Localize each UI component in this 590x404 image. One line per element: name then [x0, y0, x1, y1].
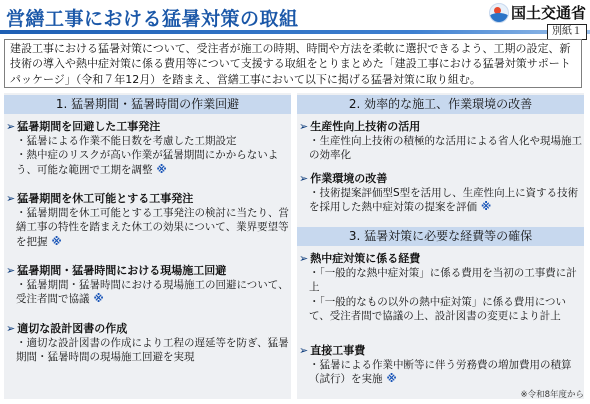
item-title: ➢ 生産性向上技術の活用	[299, 120, 421, 133]
section-heading-1: 1. 猛暑期間・猛暑時間の作業回避	[4, 95, 291, 114]
item-body: ・技術提案評価型S型を活用し、生産性向上に資する技術を採用した熱中症対策の提案を評価 ※	[309, 187, 579, 214]
reference-mark: ※	[386, 373, 397, 386]
item-body: ・適切な設計図書の作成により工程の遅延等を防ぎ、猛暑期間・猛暑時間の現場施工回避を実現	[16, 337, 289, 364]
mlit-emblem-icon	[489, 3, 509, 23]
list-item	[297, 251, 582, 324]
item-body: ・猛暑期間を休工可能とする工事発注の検討に当たり、営繕工事の特性を踏まえた休工の効果について、業界要望等を把握 ※	[16, 207, 289, 248]
list-item	[297, 171, 582, 215]
item-body: ・猛暑期間・猛暑時間における現場施工の回避について、受注者間で協議 ※	[16, 279, 289, 306]
ministry-logo	[489, 2, 587, 24]
ministry-name: 国土交通省	[511, 4, 587, 22]
section-heading-2: 2. 効率的な施工、作業環境の改善	[297, 95, 584, 114]
right-column	[297, 93, 584, 399]
attachment-label: 別紙１	[547, 24, 587, 40]
item-title: ➢ 猛暑期間を回避した工事発注	[6, 120, 161, 133]
list-item	[4, 321, 289, 365]
reference-mark: ※	[51, 235, 62, 248]
list-item	[297, 343, 582, 387]
item-title: ➢ 直接工事費	[299, 344, 366, 357]
list-item	[297, 119, 582, 163]
section-heading-3: 3. 猛暑対策に必要な経費等の確保	[297, 227, 584, 246]
item-body: ・「一般的な熱中症対策」に係る費用を当初の工事費に計上 ・「一般的なもの以外の熱中症対策」に係る費用について、受注者間で協議の上、設計図書の変更により計上	[309, 267, 577, 323]
item-title: ➢ 熱中症対策に係る経費	[299, 252, 421, 265]
list-item	[4, 191, 289, 249]
reference-mark: ※	[93, 293, 104, 306]
list-item	[4, 119, 289, 177]
item-title: ➢ 作業環境の改善	[299, 172, 388, 185]
reference-mark: ※	[156, 163, 167, 176]
intro-box: 建設工事における猛暑対策について、受注者が施工の時期、時間や方法を柔軟に選択できるよう、工期の設定、新技術の導入や熱中症対策に係る費用等について支援する取組をとりまとめた「建設工事における猛暑対策サポートパッケージ」（令和７年12月）を踏まえ、営繕工事において以下に掲げる猛暑対策に取り組む。	[4, 39, 582, 88]
item-body: ・猛暑による作業不能日数を考慮した工期設定 ・熱中症のリスクが高い作業が猛暑期間にかからないよう、可能な範囲で工期を調整 ※	[16, 135, 279, 176]
item-title: ➢ 適切な設計図書の作成	[6, 322, 128, 335]
item-body: ・生産性向上技術の積極的な活用による省人化や現場施工の効率化	[309, 135, 582, 162]
list-item	[4, 263, 289, 307]
left-column	[4, 93, 291, 399]
page-title: 営繕工事における猛暑対策の取組	[6, 8, 299, 30]
footnote: ※令和8年度から	[520, 390, 584, 400]
item-body: ・猛暑による作業中断等に伴う労務費の増加費用の積算（試行）を実施 ※	[309, 359, 572, 386]
item-title: ➢ 猛暑期間・猛暑時間における現場施工回避	[6, 264, 227, 277]
reference-mark: ※	[481, 201, 492, 214]
title-underline	[0, 30, 590, 34]
item-title: ➢ 猛暑期間を休工可能とする工事発注	[6, 192, 194, 205]
